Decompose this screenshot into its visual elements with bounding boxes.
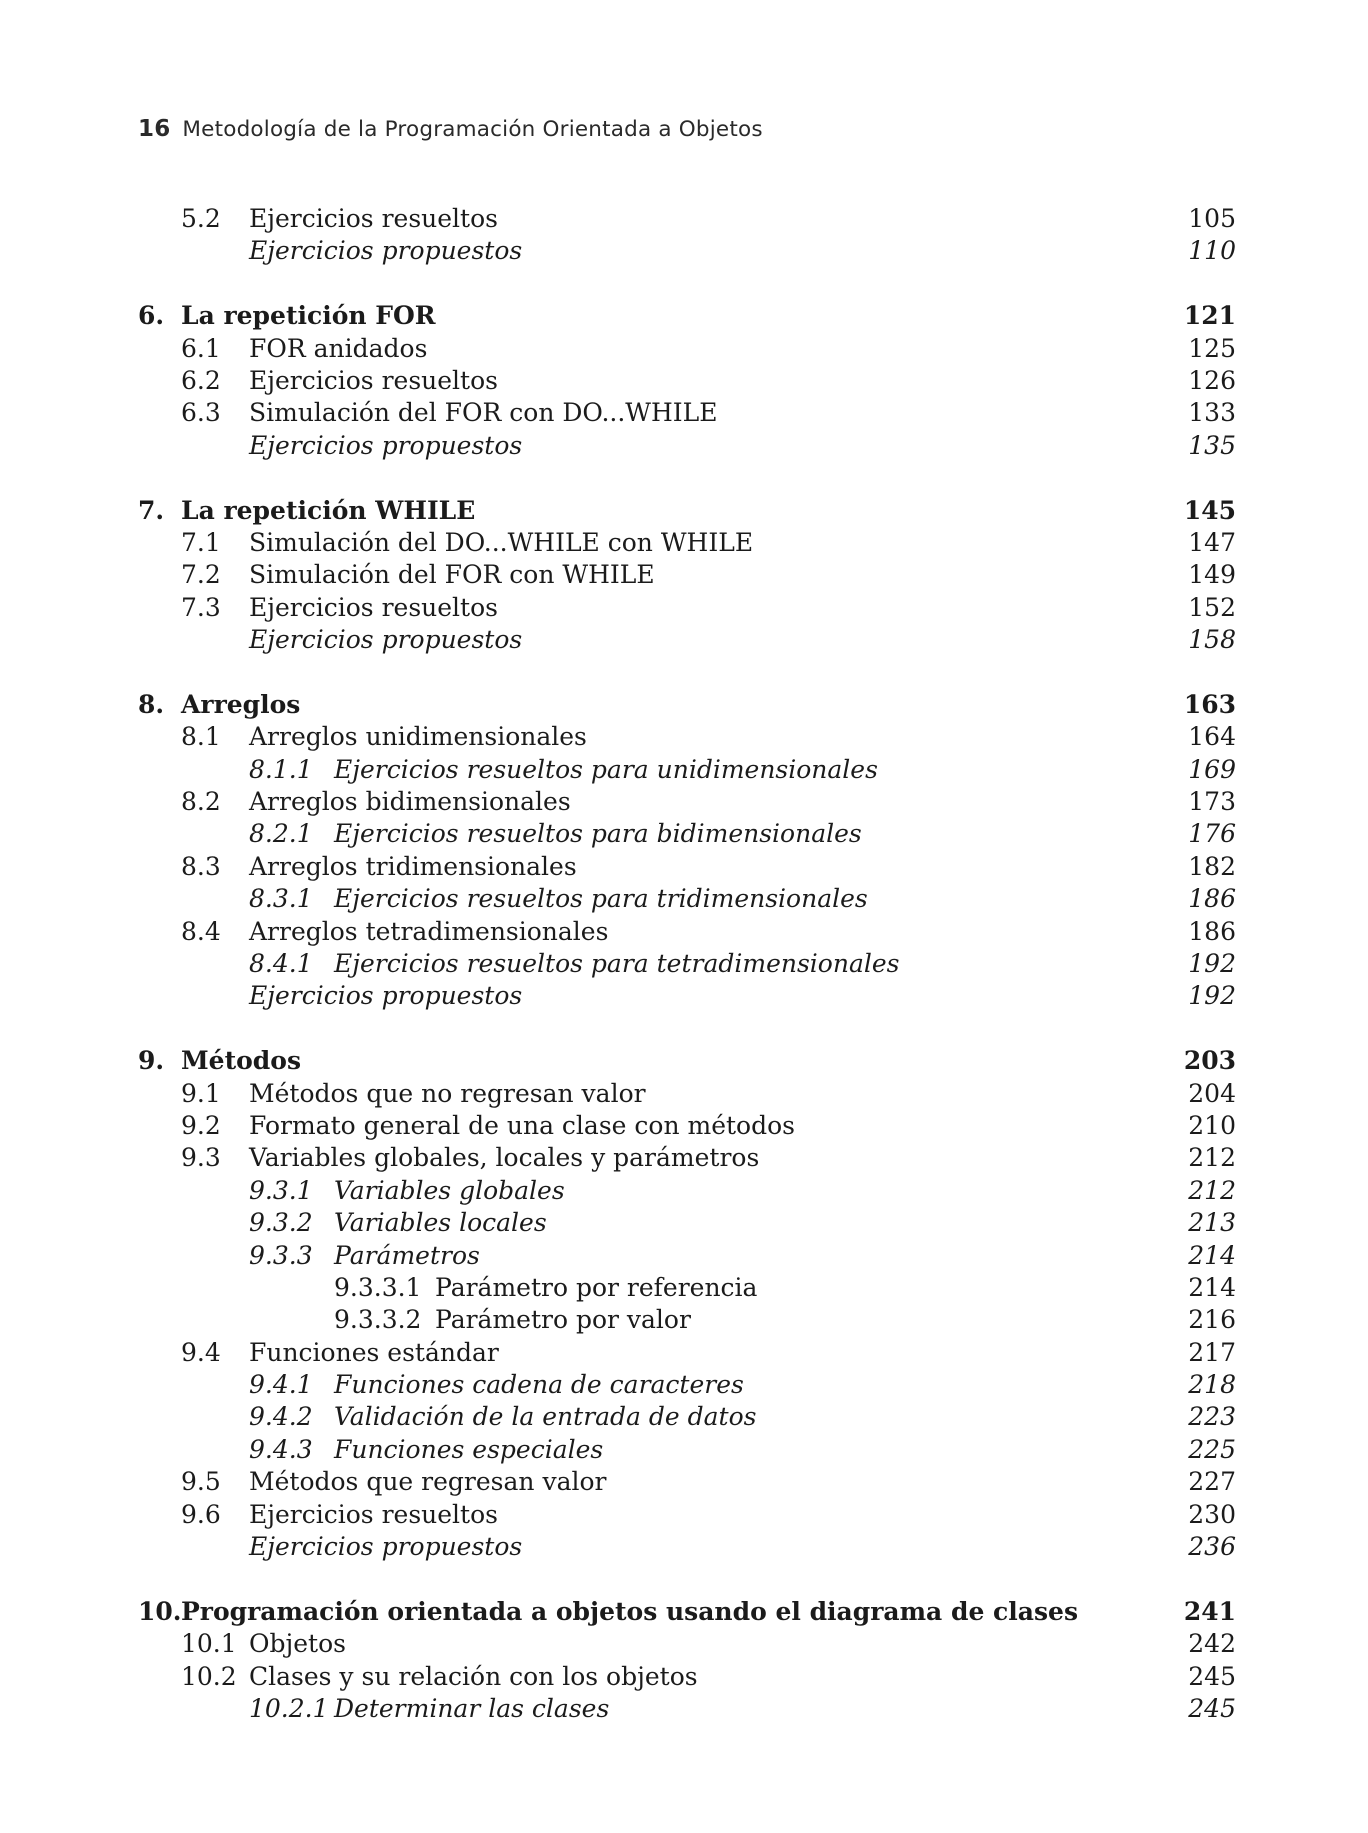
toc-entry-title: Métodos (181, 1046, 302, 1076)
toc-entry-title: Funciones estándar (249, 1337, 499, 1367)
toc-entry-page: 210 (1188, 1110, 1236, 1140)
toc-entry-page: 217 (1188, 1337, 1236, 1367)
toc-entry-number: 9.4.2 (249, 1402, 313, 1432)
toc-entry-exercise (0, 430, 1368, 462)
toc-entry-title: Variables globales, locales y parámetros (249, 1143, 760, 1173)
toc-entry-number: 9.3.3 (249, 1240, 313, 1270)
toc-entry-sub (0, 948, 1368, 980)
toc-entry-sub (0, 1434, 1368, 1466)
toc-entry-exercise (0, 980, 1368, 1012)
toc-entry-page: 214 (1188, 1272, 1236, 1302)
toc-entry-title: Ejercicios resueltos para unidimensionales (334, 754, 878, 784)
toc-entry-title: Métodos que regresan valor (249, 1467, 607, 1497)
toc-entry-page: 125 (1188, 333, 1236, 363)
toc-entry-title: Determinar las clases (334, 1693, 610, 1723)
toc-entry-section (0, 1110, 1368, 1142)
running-head (138, 116, 763, 142)
toc-entry-title: Clases y su relación con los objetos (249, 1661, 698, 1691)
toc-entry-title: Ejercicios resueltos (249, 1499, 498, 1529)
toc-entry-number: 7.1 (181, 527, 221, 557)
toc-entry-title: Variables globales (334, 1175, 565, 1205)
toc-entry-number: 9.3.2 (249, 1208, 313, 1238)
toc-entry-number: 8.4.1 (249, 948, 313, 978)
toc-entry-number: 8.1.1 (249, 754, 313, 784)
toc-entry-title: Métodos que no regresan valor (249, 1078, 646, 1108)
toc-entry-section (0, 333, 1368, 365)
toc-entry-sub (0, 1369, 1368, 1401)
toc-entry-title: Ejercicios propuestos (249, 981, 523, 1011)
toc-entry-page: 163 (1183, 689, 1236, 719)
toc-entry-subsub (0, 1272, 1368, 1304)
toc-entry-number: 9.3.3.1 (334, 1272, 422, 1302)
toc-entry-title: Ejercicios resueltos (249, 592, 498, 622)
toc-entry-sub (0, 1240, 1368, 1272)
toc-entry-title: Arreglos tetradimensionales (249, 916, 609, 946)
toc-entry-page: 169 (1188, 754, 1236, 784)
toc-entry-title: Arreglos (181, 689, 301, 719)
toc-entry-sub (0, 1693, 1368, 1725)
toc-entry-number: 9.6 (181, 1499, 221, 1529)
toc-entry-section (0, 721, 1368, 753)
toc-entry-page: 105 (1188, 204, 1236, 233)
toc-entry-page: 149 (1188, 560, 1236, 590)
toc-entry-title: Simulación del FOR con WHILE (249, 560, 655, 590)
toc-entry-section (0, 1661, 1368, 1693)
toc-entry-page: 110 (1188, 236, 1236, 266)
toc-entry-number: 9.3.1 (249, 1175, 313, 1205)
toc-entry-number: 9.3 (181, 1143, 221, 1173)
toc-entry-page: 223 (1188, 1402, 1236, 1432)
toc-entry-number: 8.2 (181, 787, 221, 817)
toc-entry-number: 10.2 (181, 1661, 237, 1691)
toc-entry-chapter (0, 1596, 1368, 1628)
toc-entry-number: 8.2.1 (249, 819, 313, 849)
toc-entry-page: 236 (1188, 1532, 1236, 1562)
toc-entry-chapter (0, 689, 1368, 721)
toc-entry-section (0, 1499, 1368, 1531)
toc-entry-number: 8.1 (181, 722, 221, 752)
toc-entry-section (0, 592, 1368, 624)
toc-entry-page: 216 (1188, 1305, 1236, 1335)
toc-entry-sub (0, 1175, 1368, 1207)
toc-entry-number: 6.3 (181, 398, 221, 428)
toc-entry-page: 186 (1188, 916, 1236, 946)
toc-entry-page: 152 (1188, 592, 1236, 622)
toc-entry-page: 225 (1188, 1434, 1236, 1464)
toc-entry-number: 8.3.1 (249, 884, 313, 914)
toc-entry-title: Ejercicios propuestos (249, 430, 523, 460)
toc-entry-page: 145 (1183, 495, 1236, 525)
toc-entry-sub (0, 818, 1368, 850)
toc-entry-chapter (0, 495, 1368, 527)
toc-entry-section (0, 786, 1368, 818)
toc-entry-sub (0, 883, 1368, 915)
toc-entry-number: 9.4.3 (249, 1434, 313, 1464)
toc-entry-section (0, 527, 1368, 559)
toc-entry-page: 164 (1188, 722, 1236, 752)
toc-entry-title: Ejercicios propuestos (249, 1532, 523, 1562)
toc-entry-title: Validación de la entrada de datos (334, 1402, 757, 1432)
toc-entry-exercise (0, 624, 1368, 656)
toc-entry-page: 186 (1188, 884, 1236, 914)
toc-entry-title: Parámetro por referencia (435, 1272, 758, 1302)
toc-entry-section (0, 1142, 1368, 1174)
toc-entry-title: Variables locales (334, 1208, 547, 1238)
toc-entry-title: Ejercicios resueltos para bidimensionales (334, 819, 862, 849)
toc-entry-title: Ejercicios resueltos para tridimensionales (334, 884, 868, 914)
book-title: Metodología de la Programación Orientada a Objetos (182, 117, 763, 142)
toc-entry-exercise (0, 1531, 1368, 1563)
toc-entry-page: 126 (1188, 365, 1236, 395)
toc-entry-title: Simulación del FOR con DO...WHILE (249, 398, 718, 428)
toc-entry-title: Parámetro por valor (435, 1305, 691, 1335)
toc-entry-page: 245 (1188, 1661, 1236, 1691)
toc-entry-number: 10. (138, 1596, 182, 1626)
page-number: 16 (138, 116, 171, 142)
toc-entry-number: 8.4 (181, 916, 221, 946)
toc-entry-number: 9.2 (181, 1110, 221, 1140)
toc-entry-section (0, 559, 1368, 591)
toc-entry-number: 6. (138, 301, 165, 331)
toc-entry-number: 9.5 (181, 1467, 221, 1497)
toc-entry-page: 230 (1188, 1499, 1236, 1529)
toc-entry-section (0, 397, 1368, 429)
toc-entry-title: Programación orientada a objetos usando el diagrama de clases (181, 1596, 1079, 1626)
toc-entry-page: 213 (1188, 1208, 1236, 1238)
toc-entry-sub (0, 754, 1368, 786)
toc-entry-section (0, 1628, 1368, 1660)
toc-entry-title: Formato general de una clase con métodos (249, 1110, 795, 1140)
toc-entry-section (0, 1078, 1368, 1110)
toc-entry-number: 7. (138, 495, 165, 525)
toc-entry-page: 218 (1188, 1370, 1236, 1400)
toc-entry-section (0, 365, 1368, 397)
toc-entry-title: Objetos (249, 1629, 346, 1659)
toc-entry-section (0, 1337, 1368, 1369)
toc-entry-section (0, 851, 1368, 883)
toc-entry-page: 245 (1188, 1693, 1236, 1723)
toc-entry-page: 192 (1188, 948, 1236, 978)
toc-entry-number: 10.2.1 (249, 1693, 329, 1723)
toc-entry-title: Simulación del DO...WHILE con WHILE (249, 527, 754, 557)
toc-entry-number: 7.2 (181, 560, 221, 590)
table-of-contents (0, 203, 1368, 1725)
toc-entry-page: 158 (1188, 625, 1236, 655)
toc-entry-page: 173 (1188, 787, 1236, 817)
toc-entry-title: FOR anidados (249, 333, 428, 363)
toc-entry-title: Ejercicios resueltos para tetradimensionales (334, 948, 900, 978)
toc-entry-page: 242 (1188, 1629, 1236, 1659)
toc-entry-page: 121 (1183, 301, 1236, 331)
toc-entry-page: 203 (1183, 1046, 1236, 1076)
toc-entry-number: 5.2 (181, 204, 221, 233)
toc-entry-sub (0, 1401, 1368, 1433)
toc-entry-chapter (0, 1045, 1368, 1077)
toc-entry-title: La repetición WHILE (181, 495, 476, 525)
toc-entry-number: 8. (138, 689, 165, 719)
toc-entry-title: Arreglos unidimensionales (249, 722, 587, 752)
toc-entry-number: 9.4 (181, 1337, 221, 1367)
toc-entry-page: 212 (1188, 1143, 1236, 1173)
toc-entry-title: Arreglos bidimensionales (249, 787, 571, 817)
toc-entry-sub (0, 1207, 1368, 1239)
toc-entry-number: 9.4.1 (249, 1370, 313, 1400)
toc-entry-number: 8.3 (181, 851, 221, 881)
toc-entry-title: Ejercicios resueltos (249, 365, 498, 395)
toc-entry-number: 6.1 (181, 333, 221, 363)
toc-entry-number: 9. (138, 1046, 165, 1076)
toc-entry-title: Funciones cadena de caracteres (334, 1370, 744, 1400)
toc-entry-page: 214 (1188, 1240, 1236, 1270)
toc-entry-page: 227 (1188, 1467, 1236, 1497)
toc-entry-number: 10.1 (181, 1629, 237, 1659)
toc-entry-title: Funciones especiales (334, 1434, 604, 1464)
toc-entry-page: 133 (1188, 398, 1236, 428)
toc-entry-title: Arreglos tridimensionales (249, 851, 577, 881)
toc-entry-number: 7.3 (181, 592, 221, 622)
toc-entry-title: Ejercicios propuestos (249, 625, 523, 655)
toc-entry-page: 176 (1188, 819, 1236, 849)
toc-entry-page: 182 (1188, 851, 1236, 881)
toc-entry-subsub (0, 1304, 1368, 1336)
toc-entry-title: La repetición FOR (181, 301, 436, 331)
toc-entry-title: Ejercicios propuestos (249, 236, 523, 266)
toc-entry-page: 212 (1188, 1175, 1236, 1205)
toc-entry-number: 6.2 (181, 365, 221, 395)
toc-entry-number: 9.3.3.2 (334, 1305, 422, 1335)
toc-entry-page: 241 (1183, 1596, 1236, 1626)
toc-entry-title: Parámetros (334, 1240, 480, 1270)
toc-entry-chapter (0, 300, 1368, 332)
toc-entry-exercise (0, 235, 1368, 267)
toc-entry-page: 147 (1188, 527, 1236, 557)
toc-entry-page: 204 (1188, 1078, 1236, 1108)
toc-entry-number: 9.1 (181, 1078, 221, 1108)
toc-entry-section (0, 203, 1368, 235)
toc-entry-page: 135 (1188, 430, 1236, 460)
toc-entry-section (0, 916, 1368, 948)
toc-entry-section (0, 1466, 1368, 1498)
toc-entry-page: 192 (1188, 981, 1236, 1011)
toc-entry-title: Ejercicios resueltos (249, 204, 498, 233)
